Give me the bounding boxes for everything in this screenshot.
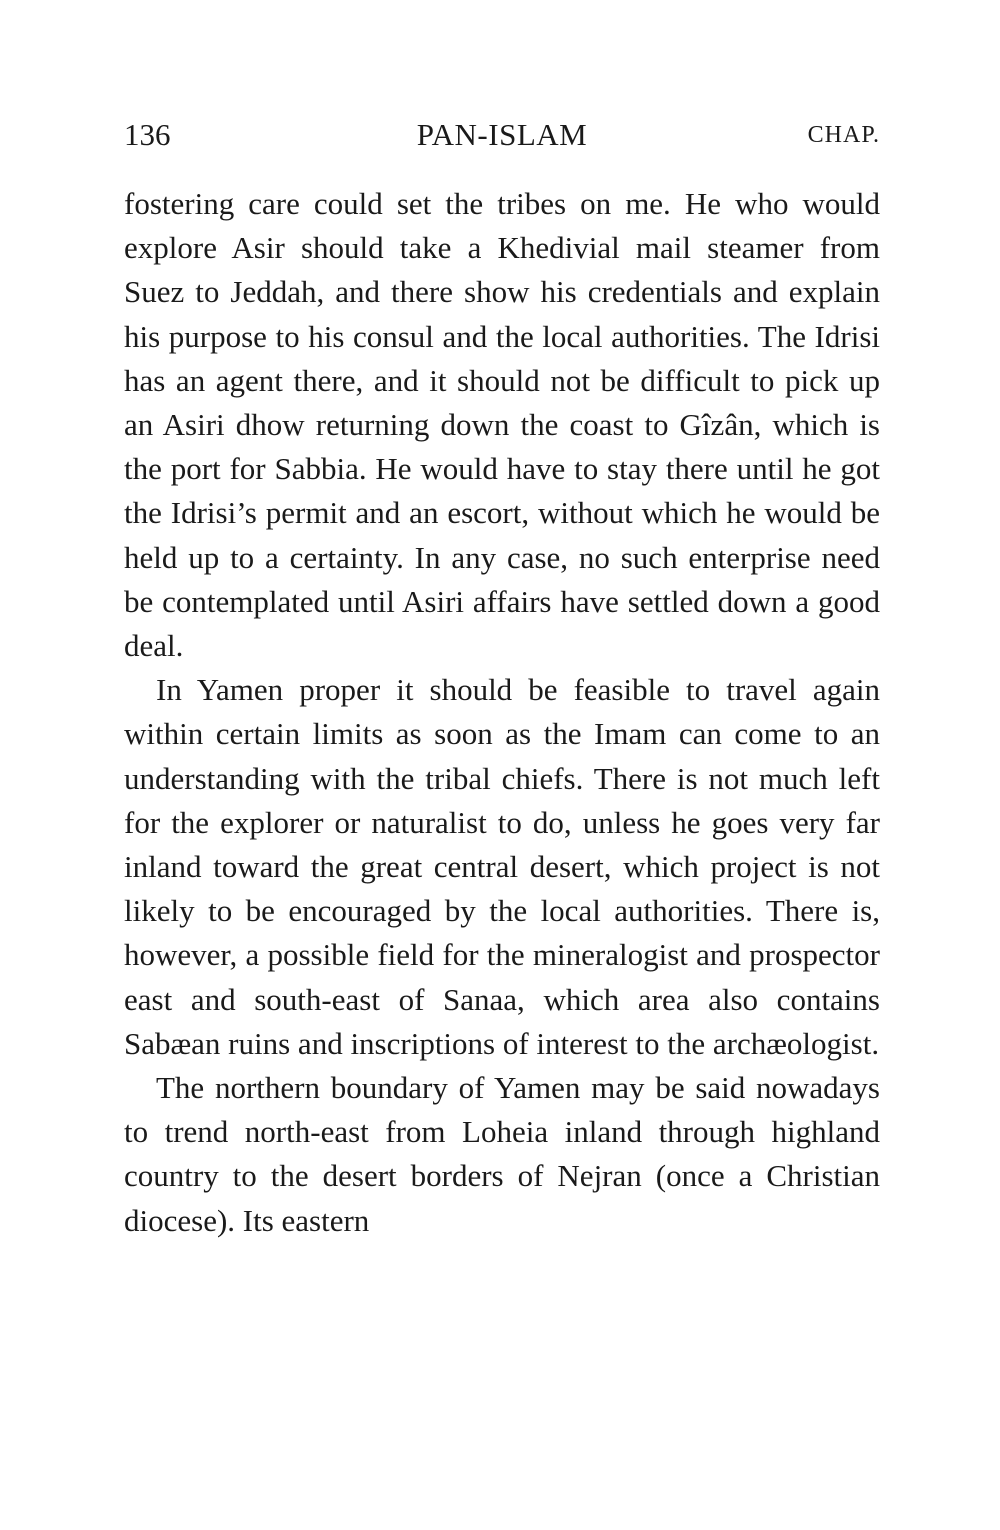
paragraph-northern-boundary: The northern boundary of Yamen may be said nowadays to trend north-east from Loheia inland through highland country to the desert borders of Nejran (once a Christian diocese). Its eastern [124,1070,880,1238]
book-page [124,110,880,1243]
page-number: 136 [124,117,171,152]
paragraph-continued: fostering care could set the tribes on me. He who would explore Asir should take a Khedivial mail steamer from Suez to Jeddah, and there show his credentials and explain his purpose to his consul and the local authorities. The Idrisi has an agent there, and it should not be difficult to pick up an Asiri dhow returning down the coast to Gîzân, which is the port for Sabbia. He would have to stay there until he got the Idrisi’s permit and an escort, without which he would be held up to a certainty. In any case, no such enterprise need be contemplated until Asiri affairs have settled down a good deal. [124,186,880,664]
running-title: PAN-ISLAM [416,117,588,152]
body-text [124,182,880,1243]
paragraph-yamen-proper: In Yamen proper it should be feasible to travel again within certain limits as soon as the Imam can come to an understanding with the tribal chiefs. There is not much left for the explorer or naturalist to do, unless he goes very far inland toward the great central desert, which project is not likely to be encouraged by the local authorities. There is, however, a possible field for the mineralogist and prospector east and south-east of Sanaa, which area also contains Sabæan ruins and inscriptions of interest to the archæologist. [124,672,880,1061]
chapter-label: CHAP. [807,122,880,148]
running-head [124,110,880,160]
